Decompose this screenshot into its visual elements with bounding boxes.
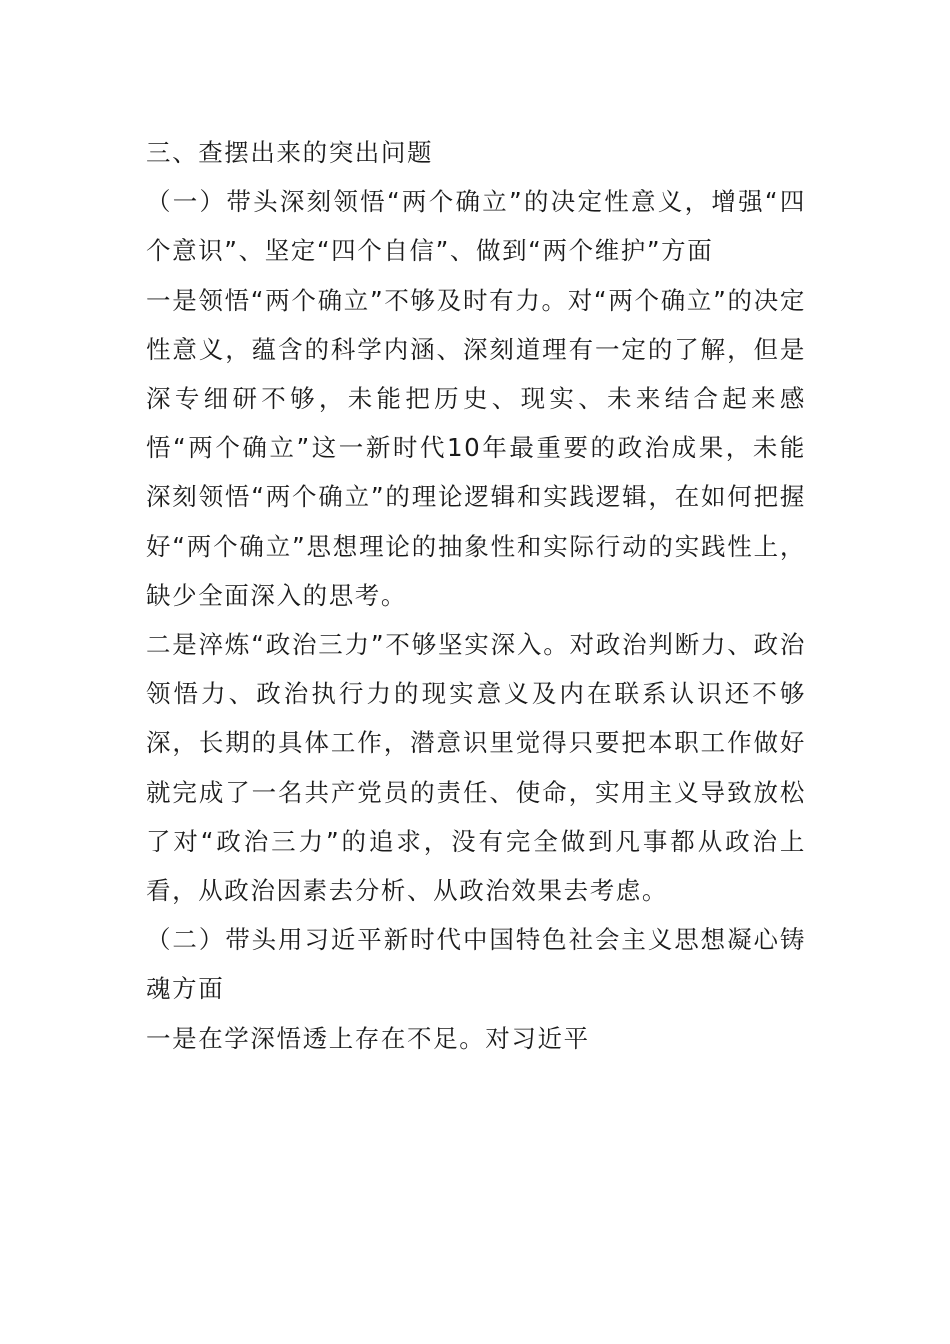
paragraph-3: 一是在学深悟透上存在不足。对习近平: [146, 1023, 590, 1053]
paragraph-1: 一是领悟“两个确立”不够及时有力。对“两个确立”的决定性意义，蕴含的科学内涵、深刻道理有一定的了解，但是深专细研不够，未能把历史、现实、未来结合起来感悟“两个确立”这一新时代10年最重要的政治成果，未能深刻领悟“两个确立”的理论逻辑和实践逻辑，在如何把握好“两个确立”思想理论的抽象性和实际行动的实践性上，缺少全面深入的思考。: [146, 285, 806, 610]
section-heading: 三、查摆出来的突出问题: [146, 138, 434, 167]
subsection-heading-1: （一）带头深刻领悟“两个确立”的决定性意义，增强“四个意识”、坚定“四个自信”、做到“两个维护”方面: [146, 187, 806, 266]
subsection-heading-2: （二）带头用习近平新时代中国特色社会主义思想凝心铸魂方面: [146, 925, 806, 1004]
document-body: [146, 128, 806, 1063]
paragraph-2: 二是淬炼“政治三力”不够坚实深入。对政治判断力、政治领悟力、政治执行力的现实意义及内在联系认识还不够深，长期的具体工作，潜意识里觉得只要把本职工作做好就完成了一名共产党员的责任、使命，实用主义导致放松了对“政治三力”的追求，没有完全做到凡事都从政治上看，从政治因素去分析、从政治效果去考虑。: [146, 630, 806, 906]
